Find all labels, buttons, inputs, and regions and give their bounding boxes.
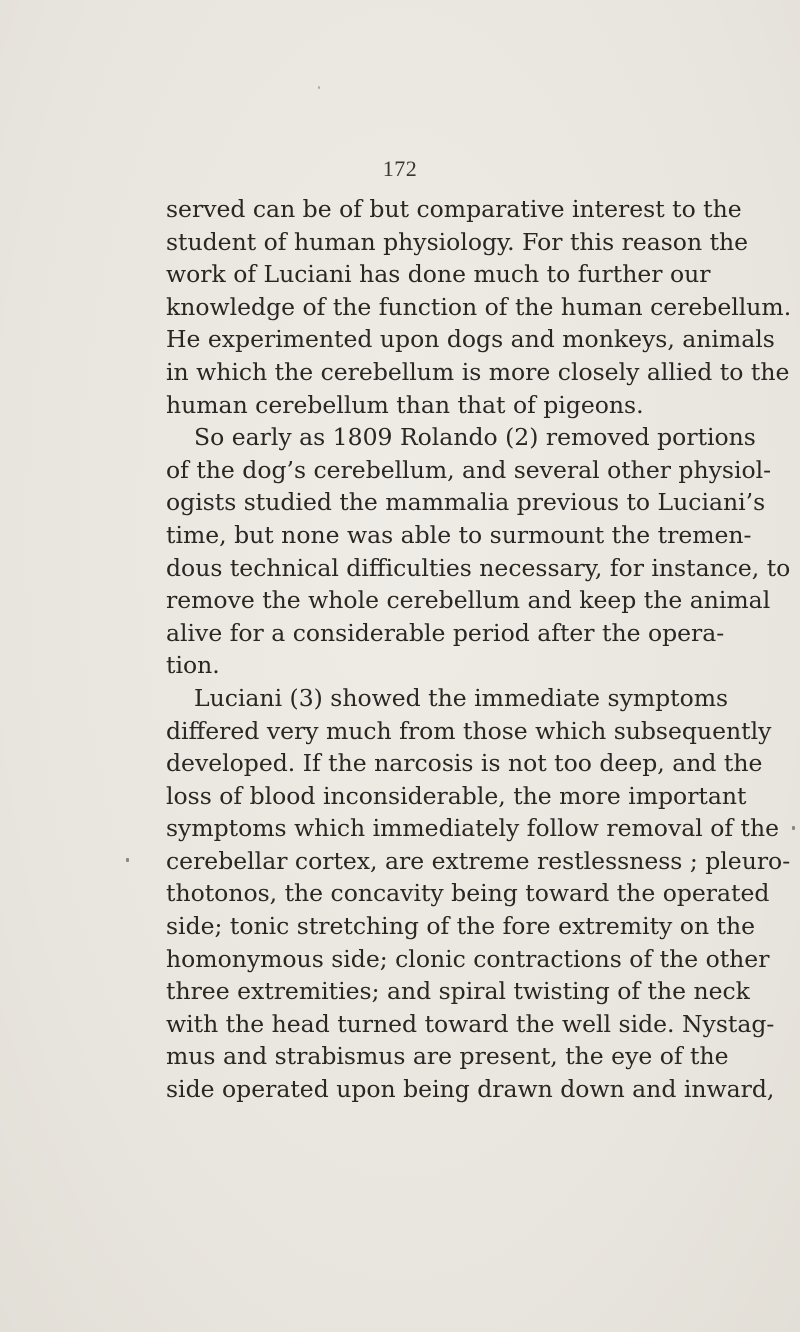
text-line: human cerebellum than that of pigeons. <box>166 390 644 419</box>
scan-speck <box>126 858 129 862</box>
text-line: So early as 1809 Rolando (2) removed portions <box>194 423 756 452</box>
text-line: developed. If the narcosis is not too deep, and the <box>166 749 763 778</box>
text-line: alive for a considerable period after the opera- <box>166 618 725 647</box>
text-line: cerebellar cortex, are extreme restlessness ; pleuro- <box>166 846 791 875</box>
scan-speck <box>318 86 320 89</box>
text-line: dous technical difficulties necessary, for instance, to <box>166 553 791 582</box>
text-line: homonymous side; clonic contractions of the other <box>166 944 770 973</box>
text-line: knowledge of the function of the human cerebellum. <box>166 292 792 321</box>
text-line: tion. <box>166 651 220 680</box>
text-line: symptoms which immediately follow removal of the <box>166 814 780 843</box>
page-number: 172 <box>382 156 418 181</box>
text-line: three extremities; and spiral twisting of the neck <box>166 977 750 1006</box>
text-line: student of human physiology. For this reason the <box>166 227 749 256</box>
text-line: side; tonic stretching of the fore extremity on the <box>166 912 756 941</box>
text-line: in which the cerebellum is more closely allied to the <box>166 357 790 386</box>
text-line: of the dog’s cerebellum, and several other physiol- <box>166 455 772 484</box>
body-text <box>166 193 792 1106</box>
text-line: work of Luciani has done much to further our <box>166 260 711 289</box>
scan-speck <box>792 826 795 830</box>
text-line: served can be of but comparative interest to the <box>166 195 742 223</box>
text-line: remove the whole cerebellum and keep the animal <box>166 586 771 615</box>
text-line: He experimented upon dogs and monkeys, animals <box>166 325 775 354</box>
text-line: side operated upon being drawn down and inward, <box>166 1075 775 1104</box>
text-line: time, but none was able to surmount the tremen- <box>166 520 752 549</box>
text-line: with the head turned toward the well side. Nystag- <box>166 1009 775 1038</box>
text-line: Luciani (3) showed the immediate symptoms <box>194 683 729 712</box>
text-line: ogists studied the mammalia previous to Luciani’s <box>166 488 766 517</box>
text-line: mus and strabismus are present, the eye of the <box>166 1042 729 1071</box>
text-line: differed very much from those which subsequently <box>166 716 772 745</box>
text-line: thotonos, the concavity being toward the operated <box>166 879 770 908</box>
text-line: loss of blood inconsiderable, the more important <box>166 781 747 810</box>
